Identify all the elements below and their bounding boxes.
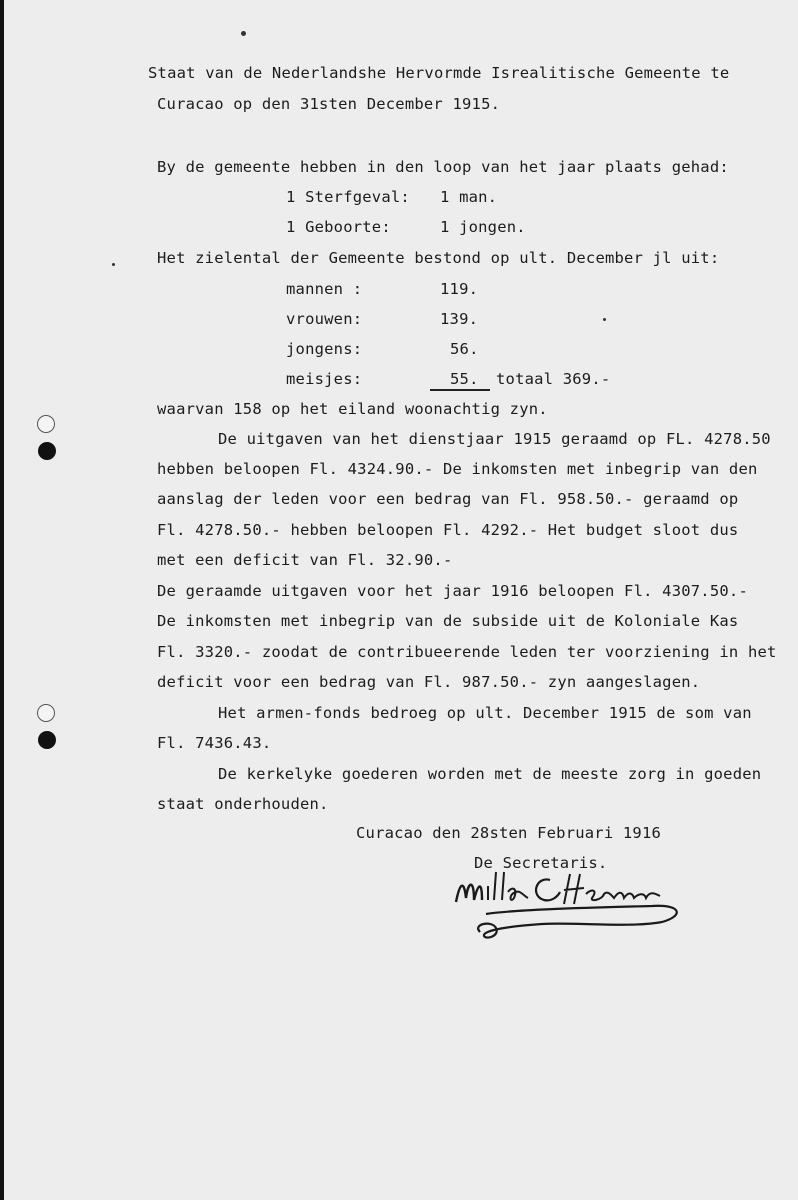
birth-label: 1 Geboorte: (286, 218, 391, 236)
body-line: De uitgaven van het dienstjaar 1915 geraamd op FL. 4278.50 (218, 430, 771, 448)
body-line: De inkomsten met inbegrip van de subside uit de Koloniale Kas (157, 612, 739, 630)
punch-hole-open (37, 704, 55, 722)
body-line: Fl. 3320.- zoodat de contribueerende leden ter voorziening in het (157, 643, 777, 661)
death-value: 1 man. (440, 188, 498, 206)
ink-speck (603, 318, 606, 321)
body-line: staat onderhouden. (157, 795, 329, 813)
population-value: 56. (450, 340, 479, 358)
body-line: hebben beloopen Fl. 4324.90.- De inkomsten met inbegrip van den (157, 460, 758, 478)
ink-speck (241, 31, 246, 36)
body-line: De geraamde uitgaven voor het jaar 1916 beloopen Fl. 4307.50.- (157, 582, 748, 600)
header-line-1: Staat van de Nederlandshe Hervormde Isrealitische Gemeente te (148, 64, 730, 82)
closing-place-date: Curacao den 28sten Februari 1916 (356, 824, 662, 842)
population-value: 139. (440, 310, 479, 328)
events-intro: By de gemeente hebben in den loop van het jaar plaats gehad: (157, 158, 729, 176)
population-value: 119. (440, 280, 479, 298)
population-label: meisjes: (286, 370, 363, 388)
death-label: 1 Sterfgeval: (286, 188, 410, 206)
body-line: aanslag der leden voor een bedrag van Fl. 958.50.- geraamd op (157, 490, 739, 508)
body-line: De kerkelyke goederen worden met de meeste zorg in goeden (218, 765, 762, 783)
population-intro: Het zielental der Gemeente bestond op ult. December jl uit: (157, 249, 720, 267)
body-line: deficit voor een bedrag van Fl. 987.50.- zyn aangeslagen. (157, 673, 701, 691)
header-line-2: Curacao op den 31sten December 1915. (157, 95, 501, 113)
population-total: totaal 369.- (496, 370, 611, 388)
body-line: Fl. 4278.50.- hebben beloopen Fl. 4292.- Het budget sloot dus (157, 521, 739, 539)
population-island: waarvan 158 op het eiland woonachtig zyn. (157, 400, 548, 418)
punch-hole-filled (38, 731, 56, 749)
page-edge (0, 0, 4, 1200)
birth-value: 1 jongen. (440, 218, 526, 236)
punch-hole-filled (38, 442, 56, 460)
ink-speck (112, 263, 115, 266)
body-line: Het armen-fonds bedroeg op ult. December 1915 de som van (218, 704, 752, 722)
body-line: met een deficit van Fl. 32.90.- (157, 551, 453, 569)
sum-underline (430, 389, 490, 391)
body-line: Fl. 7436.43. (157, 734, 272, 752)
population-label: jongens: (286, 340, 363, 358)
population-value: 55. (450, 370, 479, 388)
signature-text: Milton C Henriquez (562, 939, 579, 941)
population-label: mannen : (286, 280, 363, 298)
closing-role: De Secretaris. (474, 854, 608, 872)
population-label: vrouwen: (286, 310, 363, 328)
punch-hole-open (37, 415, 55, 433)
handwritten-signature (452, 862, 692, 942)
